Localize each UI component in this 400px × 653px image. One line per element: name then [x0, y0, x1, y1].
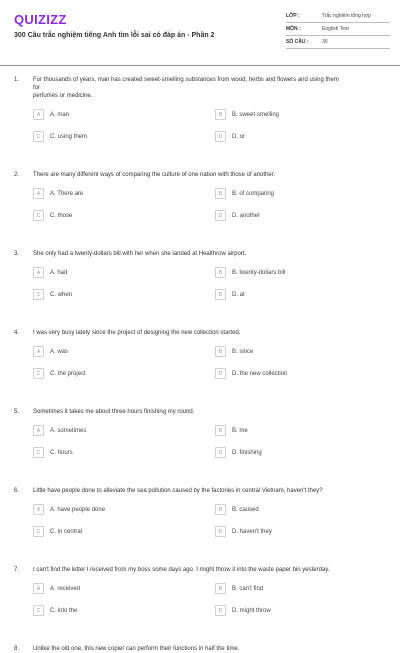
- meta-label: LỚP :: [286, 13, 300, 19]
- question-item: [0, 645, 400, 653]
- answer-option-row: [0, 109, 400, 131]
- worksheet-title: 300 Câu trắc nghiệm tiếng Anh tìm lỗi sai có đáp án - Phần 2: [14, 32, 215, 39]
- answer-letter-box: B: [215, 346, 226, 357]
- answer-options: [0, 267, 400, 311]
- answer-option-a[interactable]: [33, 504, 215, 515]
- answer-option-row: [0, 425, 400, 447]
- answer-option-text: A. sometimes: [50, 427, 87, 434]
- question-text-line: I was very busy lately since the project of designing the new collection started.: [33, 330, 241, 336]
- question-number: 2.: [14, 172, 20, 178]
- meta-row-class: [286, 10, 390, 23]
- answer-option-text: D. might throw: [232, 607, 271, 614]
- answer-option-text: D. or: [232, 133, 246, 140]
- answer-option-c[interactable]: [33, 447, 215, 458]
- question-number: 4.: [14, 330, 20, 336]
- answer-option-b[interactable]: [215, 504, 397, 515]
- question-text-line: perfumes or medicine.: [33, 93, 93, 99]
- answer-option-row: [0, 210, 400, 232]
- answer-option-text: B. of comparing: [232, 190, 275, 197]
- answer-option-text: C. into the: [50, 607, 78, 614]
- answer-option-row: [0, 267, 400, 289]
- question-number: 8.: [14, 646, 20, 652]
- answer-letter-box: B: [215, 425, 226, 436]
- answer-option-text: B. me: [232, 427, 248, 434]
- answer-letter-box: A: [33, 583, 44, 594]
- answer-options: [0, 109, 400, 153]
- answer-option-a[interactable]: [33, 109, 215, 120]
- answer-option-text: B. twenty-dollars bill: [232, 269, 286, 276]
- answer-option-text: A. received: [50, 585, 81, 592]
- question-list: [0, 76, 400, 653]
- answer-letter-box: C: [33, 210, 44, 221]
- answer-option-d[interactable]: [215, 131, 397, 142]
- meta-value: Trắc nghiệm tổng hợp: [322, 13, 371, 19]
- answer-letter-box: B: [215, 583, 226, 594]
- answer-letter-box: C: [33, 526, 44, 537]
- answer-option-row: [0, 188, 400, 210]
- answer-letter-box: A: [33, 188, 44, 199]
- answer-option-text: A. man: [50, 111, 70, 118]
- answer-options: [0, 504, 400, 548]
- meta-row-subject: [286, 23, 390, 36]
- answer-letter-box: D: [215, 368, 226, 379]
- answer-option-c[interactable]: [33, 526, 215, 537]
- meta-value: English Test: [322, 26, 349, 32]
- question-row: [0, 250, 400, 258]
- answer-letter-box: A: [33, 504, 44, 515]
- answer-option-text: C. hours: [50, 449, 73, 456]
- question-text-line: for: [33, 85, 41, 91]
- question-item: [0, 408, 400, 469]
- question-item: [0, 171, 400, 232]
- answer-option-row: [0, 289, 400, 311]
- question-text-line: For thousands of years, man has created sweet-smelling substances from wood, herbs and flowers and using them: [33, 77, 339, 83]
- answer-option-a[interactable]: [33, 346, 215, 357]
- question-number: 5.: [14, 409, 20, 415]
- question-number: 6.: [14, 488, 20, 494]
- answer-option-text: B. can't find: [232, 585, 264, 592]
- question-number: 1.: [14, 77, 20, 83]
- answer-option-row: [0, 583, 400, 605]
- answer-option-text: A. have people done: [50, 506, 106, 513]
- meta-label: MÔN :: [286, 26, 301, 32]
- answer-option-text: B. sweet-smelling: [232, 111, 280, 118]
- question-number: 7.: [14, 567, 20, 573]
- answer-option-text: C. when: [50, 291, 73, 298]
- answer-option-d[interactable]: [215, 605, 397, 616]
- question-row: [0, 487, 400, 495]
- question-text: [33, 645, 388, 653]
- answer-option-b[interactable]: [215, 346, 397, 357]
- header-divider: [0, 65, 400, 66]
- meta-row-question-count: [286, 36, 390, 49]
- answer-option-d[interactable]: [215, 368, 397, 379]
- answer-option-text: A. There are: [50, 190, 84, 197]
- answer-option-c[interactable]: [33, 131, 215, 142]
- answer-options: [0, 425, 400, 469]
- question-text: [33, 566, 388, 574]
- quizizz-logo: QUIZIZZ: [14, 12, 67, 27]
- answer-option-text: A. was: [50, 348, 69, 355]
- answer-option-text: A. had: [50, 269, 68, 276]
- answer-letter-box: B: [215, 504, 226, 515]
- answer-option-b[interactable]: [215, 583, 397, 594]
- question-item: [0, 566, 400, 627]
- answer-option-a[interactable]: [33, 267, 215, 278]
- answer-letter-box: C: [33, 289, 44, 300]
- question-text-line: There are many different ways of comparing the culture of one nation with those of another.: [33, 172, 276, 178]
- answer-letter-box: D: [215, 605, 226, 616]
- answer-options: [0, 188, 400, 232]
- answer-option-row: [0, 605, 400, 627]
- answer-option-c[interactable]: [33, 605, 215, 616]
- question-text: [33, 250, 388, 258]
- answer-option-text: C. those: [50, 212, 73, 219]
- question-text-line: Sometimes it takes me about three hours finishing my round.: [33, 409, 195, 415]
- answer-option-c[interactable]: [33, 289, 215, 300]
- answer-options: [0, 583, 400, 627]
- answer-option-b[interactable]: [215, 109, 397, 120]
- question-text-line: Little have people done to alleviate the sea pollution caused by the factories in central Vietnam, haven't they?: [33, 488, 323, 494]
- answer-option-b[interactable]: [215, 267, 397, 278]
- answer-option-a[interactable]: [33, 583, 215, 594]
- question-row: [0, 566, 400, 574]
- meta-value: 30: [322, 39, 328, 45]
- question-text: [33, 171, 388, 179]
- worksheet-header: [0, 0, 400, 62]
- answer-option-d[interactable]: [215, 289, 397, 300]
- answer-option-text: D. haven't they: [232, 528, 272, 535]
- answer-letter-box: C: [33, 368, 44, 379]
- question-text: [33, 487, 388, 495]
- question-row: [0, 408, 400, 416]
- question-item: [0, 487, 400, 548]
- question-text-line: Unlike the old one, this new copier can perform their functions in half the time.: [33, 646, 240, 652]
- question-item: [0, 329, 400, 390]
- question-row: [0, 329, 400, 337]
- answer-letter-box: D: [215, 131, 226, 142]
- answer-letter-box: C: [33, 605, 44, 616]
- answer-letter-box: D: [215, 289, 226, 300]
- answer-option-b[interactable]: [215, 188, 397, 199]
- question-text: [33, 329, 388, 337]
- answer-option-row: [0, 346, 400, 368]
- answer-letter-box: A: [33, 109, 44, 120]
- answer-option-text: D. at: [232, 291, 245, 298]
- answer-letter-box: D: [215, 526, 226, 537]
- answer-option-d[interactable]: [215, 447, 397, 458]
- answer-letter-box: D: [215, 447, 226, 458]
- answer-option-a[interactable]: [33, 188, 215, 199]
- question-row: [0, 171, 400, 179]
- answer-option-text: C. in central: [50, 528, 83, 535]
- question-row: [0, 645, 400, 653]
- answer-option-text: C. the project: [50, 370, 86, 377]
- answer-option-row: [0, 504, 400, 526]
- answer-option-text: C. using them: [50, 133, 88, 140]
- answer-option-d[interactable]: [215, 526, 397, 537]
- answer-letter-box: A: [33, 425, 44, 436]
- answer-option-text: D. the new collection: [232, 370, 288, 377]
- answer-letter-box: D: [215, 210, 226, 221]
- answer-letter-box: C: [33, 131, 44, 142]
- answer-option-b[interactable]: [215, 425, 397, 436]
- answer-letter-box: B: [215, 109, 226, 120]
- answer-option-row: [0, 368, 400, 390]
- answer-option-text: D. another: [232, 212, 261, 219]
- answer-option-text: D. finishing: [232, 449, 262, 456]
- answer-option-d[interactable]: [215, 210, 397, 221]
- question-text: [33, 76, 388, 100]
- question-text: [33, 408, 388, 416]
- question-row: [0, 76, 400, 100]
- worksheet-meta: [286, 10, 390, 49]
- answer-letter-box: B: [215, 267, 226, 278]
- answer-option-c[interactable]: [33, 368, 215, 379]
- answer-letter-box: C: [33, 447, 44, 458]
- answer-option-text: B. caused: [232, 506, 259, 513]
- answer-option-c[interactable]: [33, 210, 215, 221]
- question-number: 3.: [14, 251, 20, 257]
- answer-options: [0, 346, 400, 390]
- answer-option-row: [0, 526, 400, 548]
- question-item: [0, 76, 400, 153]
- question-item: [0, 250, 400, 311]
- answer-letter-box: B: [215, 188, 226, 199]
- answer-option-text: B. since: [232, 348, 254, 355]
- question-text-line: She only had a twenty-dollars bill with her when she landed at Healthrow airport.: [33, 251, 247, 257]
- answer-option-row: [0, 131, 400, 153]
- answer-letter-box: A: [33, 267, 44, 278]
- answer-option-a[interactable]: [33, 425, 215, 436]
- answer-option-row: [0, 447, 400, 469]
- meta-label: SỐ CÂU :: [286, 39, 309, 45]
- answer-letter-box: A: [33, 346, 44, 357]
- question-text-line: I can't find the letter I received from my boss some days ago. I might throw it into the waste paper bin yesterday.: [33, 567, 330, 573]
